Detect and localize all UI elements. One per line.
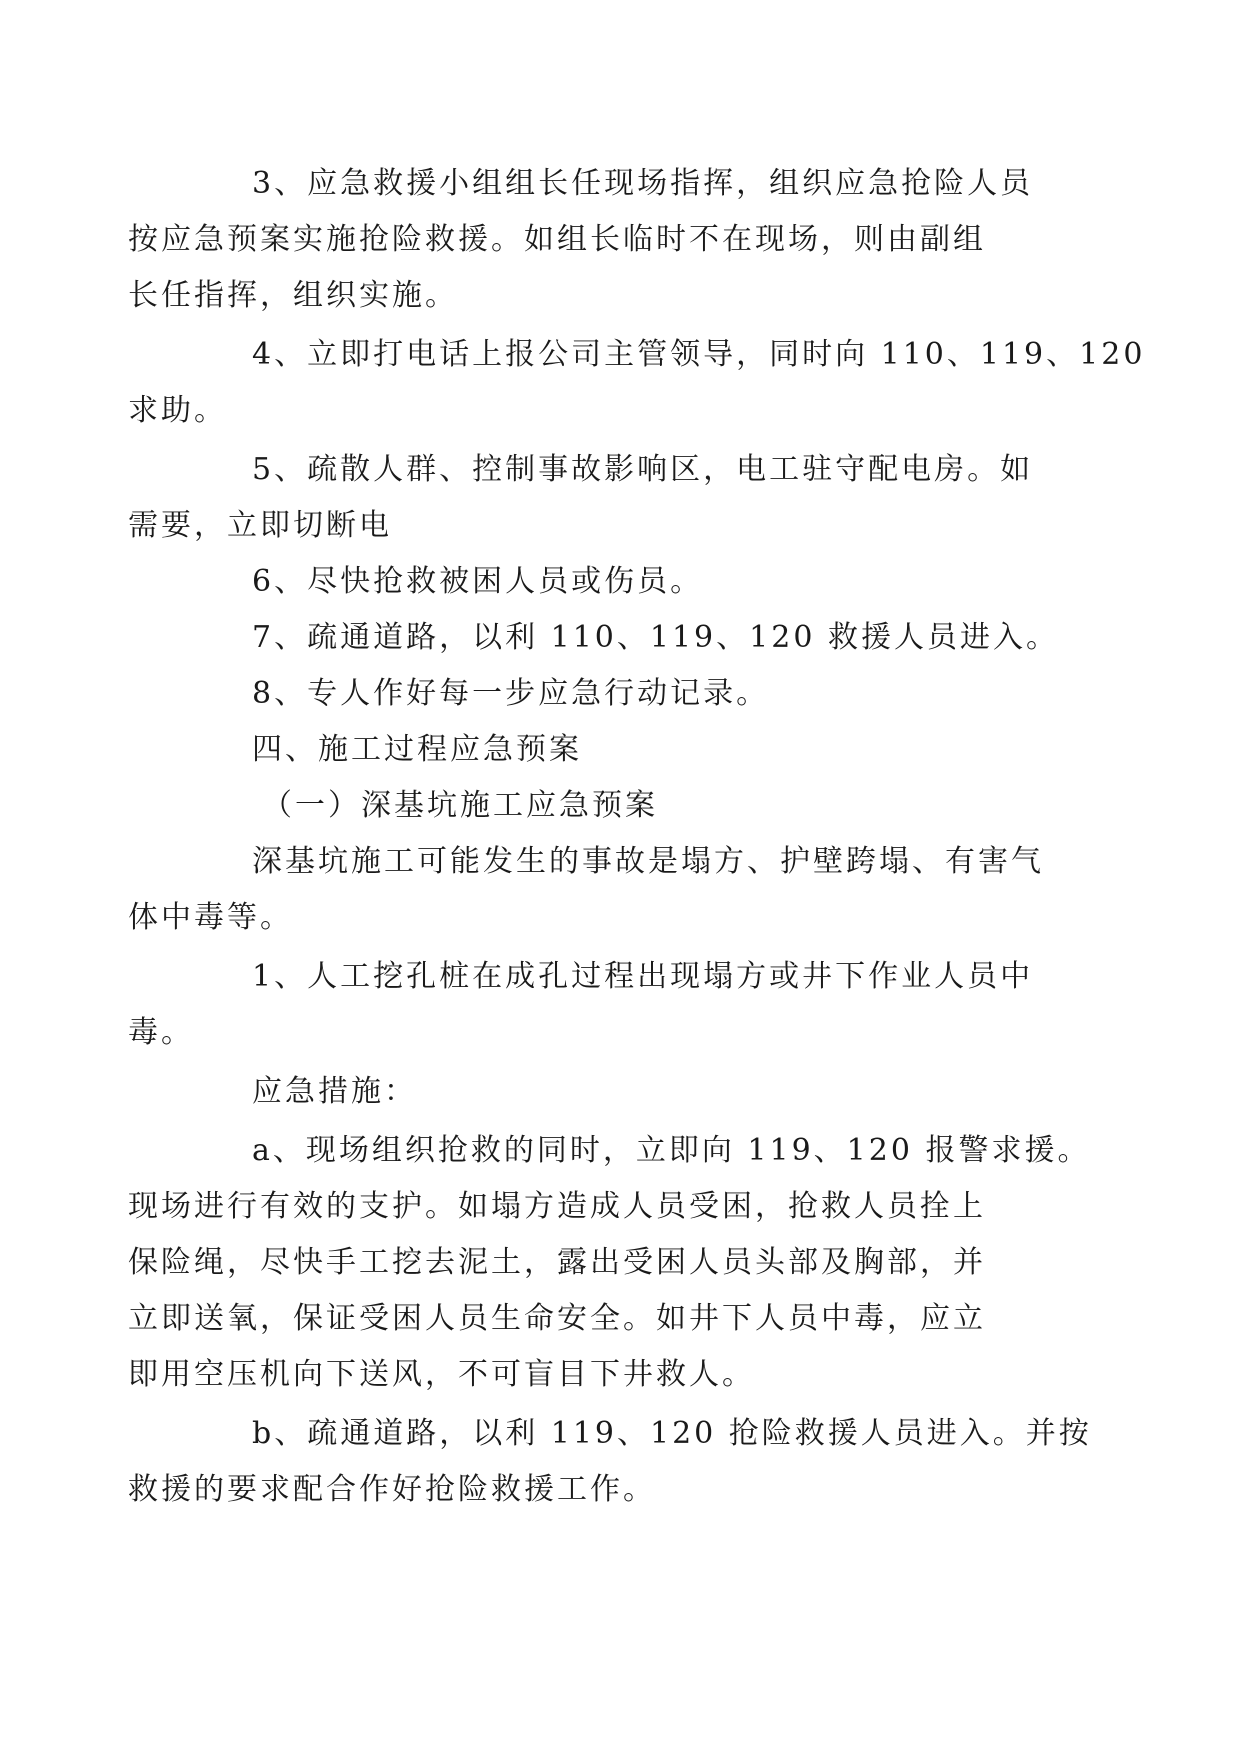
paragraph-item-6 xyxy=(190,554,1050,610)
text-line: 按应急预案实施抢险救援。如组长临时不在现场，则由副组 xyxy=(128,222,986,257)
text-line: 长任指挥，组织实施。 xyxy=(128,278,458,313)
paragraph-item-1 xyxy=(128,949,1050,1061)
paragraph-item-7 xyxy=(190,610,1059,666)
subsection-heading xyxy=(190,778,1050,834)
text-line: （一）深基坑施工应急预案 xyxy=(262,788,658,823)
paragraph-item-3 xyxy=(128,156,1050,324)
text-line: 深基坑施工可能发生的事故是塌方、护壁跨塌、有害气 xyxy=(252,844,1044,879)
text-line: 应急措施： xyxy=(252,1074,417,1109)
text-line: 6、尽快抢救被困人员或伤员。 xyxy=(252,564,704,599)
text-line: 求助。 xyxy=(128,393,227,428)
paragraph-item-a xyxy=(128,1123,1091,1403)
text-line: 毒。 xyxy=(128,1015,194,1050)
text-line: b、疏通道路，以利 119、120 抢险救援人员进入。并按 xyxy=(252,1416,1092,1451)
text-line: 现场进行有效的支护。如塌方造成人员受困，抢救人员拴上 xyxy=(128,1189,986,1224)
text-line: 即用空压机向下送风，不可盲目下井救人。 xyxy=(128,1357,755,1392)
paragraph-item-5 xyxy=(128,442,1050,554)
text-line: 需要，立即切断电 xyxy=(128,508,392,543)
paragraph-item-8 xyxy=(190,666,1050,722)
paragraph-item-4 xyxy=(128,327,1146,439)
text-line: 8、专人作好每一步应急行动记录。 xyxy=(252,676,770,711)
document-body xyxy=(128,156,1146,1518)
paragraph-measures xyxy=(190,1064,1050,1120)
section-heading xyxy=(190,722,1050,778)
text-line: 7、疏通道路，以利 110、119、120 救援人员进入。 xyxy=(252,620,1059,655)
text-line: 四、施工过程应急预案 xyxy=(252,732,582,767)
text-line: 立即送氧，保证受困人员生命安全。如井下人员中毒，应立 xyxy=(128,1301,986,1336)
text-line: 救援的要求配合作好抢险救援工作。 xyxy=(128,1472,656,1507)
text-line: 保险绳，尽快手工挖去泥土，露出受困人员头部及胸部，并 xyxy=(128,1245,986,1280)
text-line: a、现场组织抢救的同时，立即向 119、120 报警求援。 xyxy=(252,1133,1091,1168)
paragraph-item-b xyxy=(128,1406,1092,1518)
paragraph-intro xyxy=(128,834,1050,946)
text-line: 5、疏散人群、控制事故影响区，电工驻守配电房。如 xyxy=(252,452,1034,487)
text-line: 体中毒等。 xyxy=(128,900,293,935)
text-line: 3、应急救援小组组长任现场指挥，组织应急抢险人员 xyxy=(252,166,1034,201)
text-line: 1、人工挖孔桩在成孔过程出现塌方或井下作业人员中 xyxy=(252,959,1034,994)
text-line: 4、立即打电话上报公司主管领导，同时向 110、119、120 xyxy=(252,337,1146,372)
